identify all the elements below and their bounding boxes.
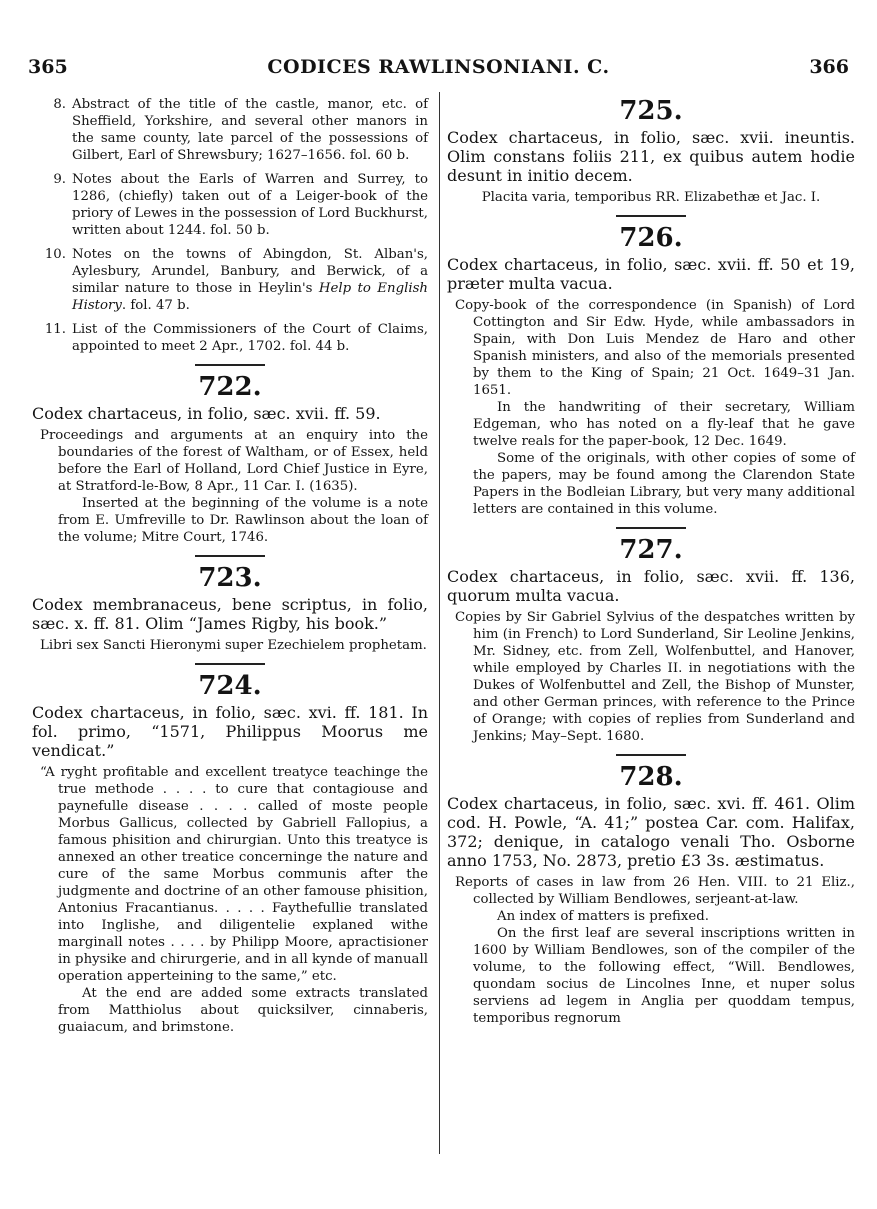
section-rule xyxy=(195,663,265,665)
codex-entry-722 xyxy=(32,372,428,546)
item-number: 9. xyxy=(53,172,66,187)
codex-title: Codex chartaceus, in folio, sæc. xvi. ff. 461. Olim cod. H. Powle, “A. 41;” postea Car. com. Halifax, 372; denique, in catalogo venali Tho. Osborne anno 1753, No. 2873, pretio £3 3s. æstimatus. xyxy=(447,794,855,870)
codex-note: In the handwriting of their secretary, William Edgeman, who has noted on a fly-leaf that he gave twelve reals for the paper-book, 12 Dec. 1649. xyxy=(473,400,855,449)
item-text: List of the Commissioners of the Court of Claims, appointed to meet 2 Apr., 1702. fol. 44 b. xyxy=(72,322,428,354)
codex-description: “A ryght profitable and excellent treatyce teachinge the true methode . . . . to cure that contagiouse and paynefulle disease . . . . called of moste people Morbus Gallicus, collected by Gabriell Fallopius, a famous phisition and chirurgian. Unto this treatyce is annexed an other treatice concerninge the nature and cure of the same Morbus communis after the judgmente and doctrine of an other famouse phisition, Antonius Fracantianus. . . . . Faythefullie translated into Inglishe, and diligentelie explaned withe marginall notes . . . . by Philipp Moore, apractisioner in physike and chirurgerie, and in all kynde of manuall operation apperteining to the same,” etc. xyxy=(40,765,428,984)
left-page-number: 365 xyxy=(28,56,68,78)
section-rule xyxy=(616,527,686,529)
codex-number: 727. xyxy=(619,535,683,565)
codex-note: Inserted at the beginning of the volume is a note from E. Umfreville to Dr. Rawlinson about the loan of the volume; Mitre Court, 1746. xyxy=(58,496,428,545)
codex-number: 728. xyxy=(619,762,683,792)
section-rule xyxy=(195,555,265,557)
running-title: CODICES RAWLINSONIANI. C. xyxy=(267,56,610,78)
section-rule xyxy=(616,754,686,756)
codex-note: On the first leaf are several inscriptions written in 1600 by William Bendlowes, son of the compiler of the volume, to the following effect, “Will. Bendlowes, quondam socius de Lincolnes Inne, et nuper solus serviens ad legem in Anglia per quoddam tempus, temporibus regnorum xyxy=(473,926,855,1026)
item-text: Notes about the Earls of Warren and Surrey, to 1286, (chiefly) taken out of a Leiger-book of the priory of Lewes in the possession of Lord Buckhurst, written about 1244. fol. 50 b. xyxy=(72,172,428,238)
codex-description: Copy-book of the correspondence (in Spanish) of Lord Cottington and Sir Edw. Hyde, while ambassadors in Spain, with Don Luis Mendez de Haro and other Spanish ministers, and also of the memorials presented by them to the King of Spain; 21 Oct. 1649–31 Jan. 1651. xyxy=(455,298,855,398)
codex-title: Codex chartaceus, in folio, sæc. xvii. ff. 59. xyxy=(32,404,381,423)
codex-title: Codex chartaceus, in folio, sæc. xvii. ff. 50 et 19, præter multa vacua. xyxy=(447,255,855,293)
codex-note: At the end are added some extracts translated from Matthiolus about quicksilver, cinnaberis, guaiacum, and brimstone. xyxy=(58,986,428,1035)
list-item xyxy=(32,171,428,239)
right-column xyxy=(447,96,855,1027)
codex-title: Codex membranaceus, bene scriptus, in folio, sæc. x. ff. 81. Olim “James Rigby, his book.” xyxy=(32,595,428,633)
codex-description: Reports of cases in law from 26 Hen. VIII. to 21 Eliz., collected by William Bendlowes, serjeant-at-law. xyxy=(455,875,855,907)
list-item xyxy=(32,96,428,164)
page-header xyxy=(0,56,877,82)
codex-description: Placita varia, temporibus RR. Elizabethæ et Jac. I. xyxy=(481,190,821,205)
codex-title: Codex chartaceus, in folio, sæc. xvii. ineuntis. Olim constans foliis 211, ex quibus autem hodie desunt in initio decem. xyxy=(447,128,855,185)
item-number: 10. xyxy=(44,247,66,262)
item-number: 11. xyxy=(44,322,66,337)
item-text: Abstract of the title of the castle, manor, etc. of Sheffield, Yorkshire, and several other manors in the same county, late parcel of the possessions of Gilbert, Earl of Shrewsbury; 1627–1656. fol. 60 b. xyxy=(72,97,428,163)
codex-description: Libri sex Sancti Hieronymi super Ezechielem prophetam. xyxy=(40,638,427,653)
codex-entry-725 xyxy=(447,96,855,206)
codex-note: An index of matters is prefixed. xyxy=(497,909,709,924)
codex-description: Copies by Sir Gabriel Sylvius of the despatches written by him (in French) to Lord Sunderland, Sir Leoline Jenkins, Mr. Sidney, etc. from Zell, Wolfenbuttel, and Hanover, while employed by Charles II. in negotiations with the Dukes of Wolfenbuttel and Zell, the Bishop of Munster, and other German princes, with reference to the Prince of Orange; with copies of replies from Sunderland and Jenkins; May–Sept. 1680. xyxy=(455,610,855,744)
item-text: Notes on the towns of Abingdon, St. Alban's, Aylesbury, Arundel, Banbury, and Berwick, of a similar nature to those in Heylin's xyxy=(72,247,428,296)
codex-entry-723 xyxy=(32,563,428,654)
codex-number: 722. xyxy=(198,372,262,402)
item-italic-title: Help to English History xyxy=(72,281,428,313)
codex-note: Some of the originals, with other copies of some of the papers, may be found among the Clarendon State Papers in the Bodleian Library, but very many additional letters are contained in this volume. xyxy=(473,451,855,517)
right-page-number: 366 xyxy=(809,56,849,78)
codex-number: 726. xyxy=(619,223,683,253)
codex-title: Codex chartaceus, in folio, sæc. xvii. ff. 136, quorum multa vacua. xyxy=(447,567,855,605)
item-number: 8. xyxy=(53,97,66,112)
codex-entry-726 xyxy=(447,223,855,518)
codex-entry-727 xyxy=(447,535,855,745)
item-text-end: . fol. 47 b. xyxy=(121,298,190,313)
section-rule xyxy=(616,215,686,217)
codex-entry-724 xyxy=(32,671,428,1036)
codex-entry-728 xyxy=(447,762,855,1027)
list-item xyxy=(32,246,428,314)
codex-number: 724. xyxy=(198,671,262,701)
left-column xyxy=(32,96,428,1036)
list-item xyxy=(32,321,428,355)
codex-number: 725. xyxy=(619,96,683,126)
codex-description: Proceedings and arguments at an enquiry into the boundaries of the forest of Waltham, or of Essex, held before the Earl of Holland, Lord Chief Justice in Eyre, at Stratford-le-Bow, 8 Apr., 11 Car. I. (1635). xyxy=(40,428,428,494)
section-rule xyxy=(195,364,265,366)
column-divider xyxy=(439,92,440,1154)
codex-number: 723. xyxy=(198,563,262,593)
codex-title: Codex chartaceus, in folio, sæc. xvi. ff. 181. In fol. primo, “1571, Philippus Moorus me vendicat.” xyxy=(32,703,428,760)
